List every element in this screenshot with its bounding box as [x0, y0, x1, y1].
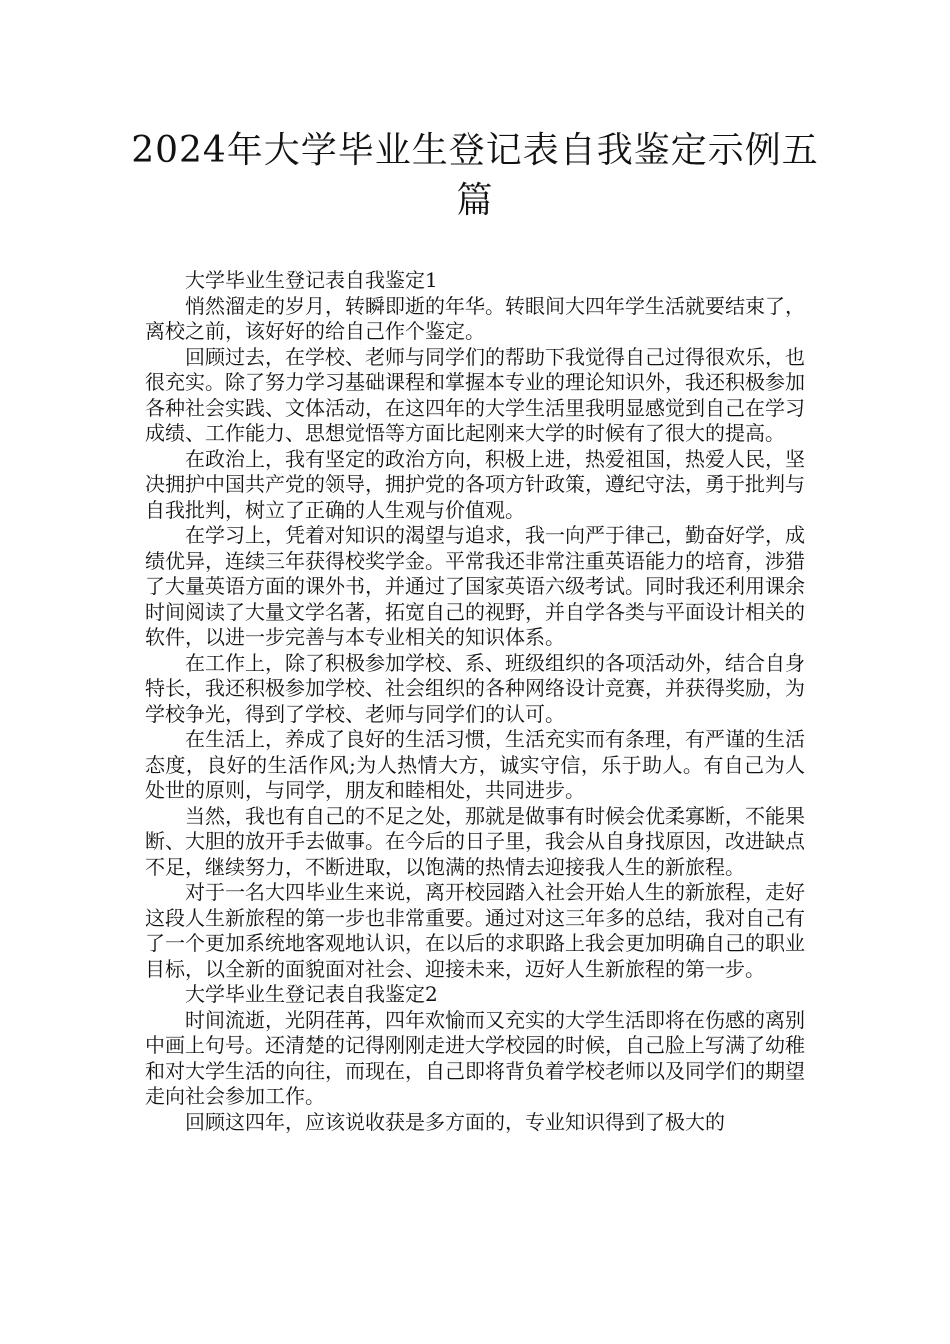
document-body [145, 268, 805, 1135]
paragraph: 回顾过去，在学校、老师与同学们的帮助下我觉得自己过得很欢乐，也很充实。除了努力学习基础课程和掌握本专业的理论知识外，我还积极参加各种社会实践、文体活动，在这四年的大学生活里我明显感觉到自己在学习成绩、工作能力、思想觉悟等方面比起刚来大学的时候有了很大的提高。 [145, 344, 805, 445]
paragraph: 当然，我也有自己的不足之处，那就是做事有时候会优柔寡断，不能果断、大胆的放开手去做事。在今后的日子里，我会从自身找原因，改进缺点不足，继续努力，不断进取，以饱满的热情去迎接我人生的新旅程。 [145, 803, 805, 879]
paragraph: 在学习上，凭着对知识的渴望与追求，我一向严于律己，勤奋好学，成绩优异，连续三年获得校奖学金。平常我还非常注重英语能力的培育，涉猎了大量英语方面的课外书，并通过了国家英语六级考试。同时我还利用课余时间阅读了大量文学名著，拓宽自己的视野，并自学各类与平面设计相关的软件，以进一步完善与本专业相关的知识体系。 [145, 523, 805, 649]
section-heading-1: 大学毕业生登记表自我鉴定1 [185, 268, 438, 292]
section-heading-2: 大学毕业生登记表自我鉴定2 [185, 982, 438, 1006]
paragraph: 时间流逝，光阴荏苒，四年欢愉而又充实的大学生活即将在伤感的离别中画上句号。还清楚的记得刚刚走进大学校园的时候，自己脸上写满了幼稚和对大学生活的向往，而现在，自己即将背负着学校老师以及同学们的期望走向社会参加工作。 [145, 1007, 805, 1108]
paragraph: 回顾这四年，应该说收获是多方面的，专业知识得到了极大的 [185, 1109, 725, 1134]
paragraph: 在生活上，养成了良好的生活习惯，生活充实而有条理，有严谨的生活态度，良好的生活作风;为人热情大方，诚实守信，乐于助人。有自己为人处世的原则，与同学，朋友和睦相处，共同进步。 [145, 727, 805, 802]
document-title: 2024年大学毕业生登记表自我鉴定示例五篇 [131, 130, 819, 221]
paragraph: 在工作上，除了积极参加学校、系、班级组织的各项活动外，结合自身特长，我还积极参加学校、社会组织的各种网络设计竞赛，并获得奖励，为学校争光，得到了学校、老师与同学们的认可。 [145, 650, 805, 726]
paragraph: 对于一名大四毕业生来说，离开校园踏入社会开始人生的新旅程，走好这段人生新旅程的第一步也非常重要。通过对这三年多的总结，我对自己有了一个更加系统地客观地认识，在以后的求职路上我会更加明确自己的职业目标，以全新的面貌面对社会、迎接未来，迈好人生新旅程的第一步。 [145, 880, 805, 981]
paragraph: 悄然溜走的岁月，转瞬即逝的年华。转眼间大四年学生活就要结束了，离校之前，该好好的给自己作个鉴定。 [145, 293, 805, 343]
paragraph: 在政治上，我有坚定的政治方向，积极上进，热爱祖国，热爱人民，坚决拥护中国共产党的领导，拥护党的各项方针政策，遵纪守法，勇于批判与自我批判，树立了正确的人生观与价值观。 [145, 446, 805, 522]
